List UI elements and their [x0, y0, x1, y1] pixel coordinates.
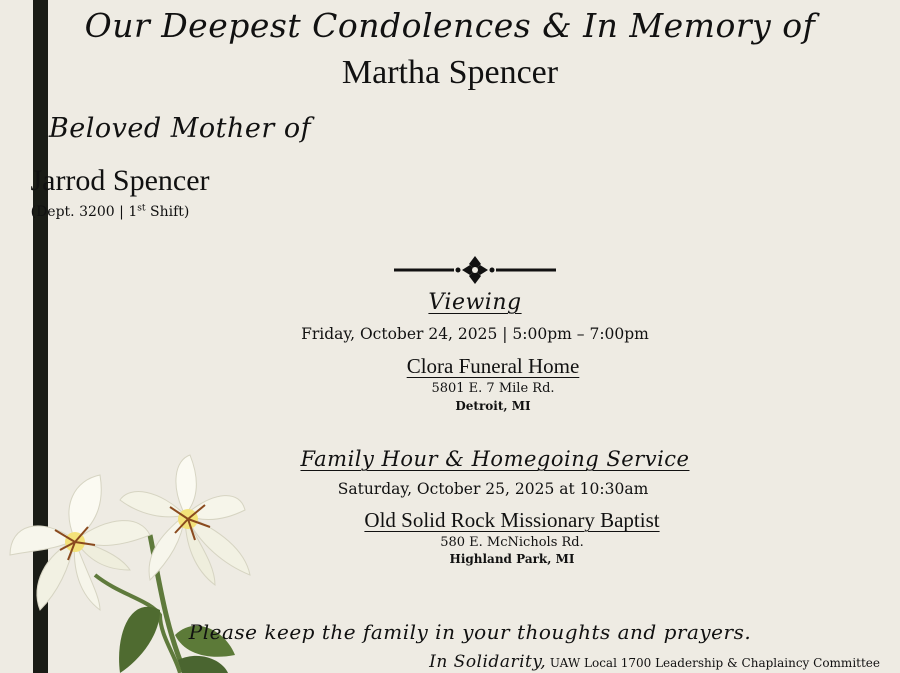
shift-superscript: st — [137, 203, 146, 214]
service-city: Highland Park, MI — [449, 552, 575, 566]
lily-flower-right — [120, 455, 250, 585]
solidarity-script: In Solidarity, — [429, 652, 547, 672]
shift-text: Shift) — [145, 204, 190, 220]
viewing-address: 5801 E. 7 Mile Rd. — [431, 381, 555, 396]
solidarity-line — [429, 652, 880, 672]
viewing-city: Detroit, MI — [455, 399, 531, 413]
family-member-name: Jarrod Spencer — [30, 164, 210, 197]
prayer-message: Please keep the family in your thoughts and prayers. — [188, 620, 752, 644]
service-address: 580 E. McNichols Rd. — [440, 535, 584, 550]
viewing-datetime: Friday, October 24, 2025 | 5:00pm – 7:00pm — [301, 325, 649, 343]
condolences-heading: Our Deepest Condolences & In Memory of — [84, 6, 816, 45]
solidarity-text: UAW Local 1700 Leadership & Chaplaincy Committee — [546, 656, 880, 670]
service-venue: Old Solid Rock Missionary Baptist — [364, 508, 660, 532]
ornamental-divider-icon — [392, 254, 558, 286]
dept-shift — [0, 204, 660, 220]
service-heading: Family Hour & Homegoing Service — [300, 447, 690, 471]
dept-text: (Dept. 3200 | 1 — [30, 204, 138, 220]
deceased-name: Martha Spencer — [341, 54, 559, 91]
viewing-heading: Viewing — [428, 290, 522, 315]
service-datetime: Saturday, October 25, 2025 at 10:30am — [337, 480, 649, 498]
viewing-venue: Clora Funeral Home — [406, 354, 580, 378]
relation-heading: Beloved Mother of — [48, 113, 312, 144]
